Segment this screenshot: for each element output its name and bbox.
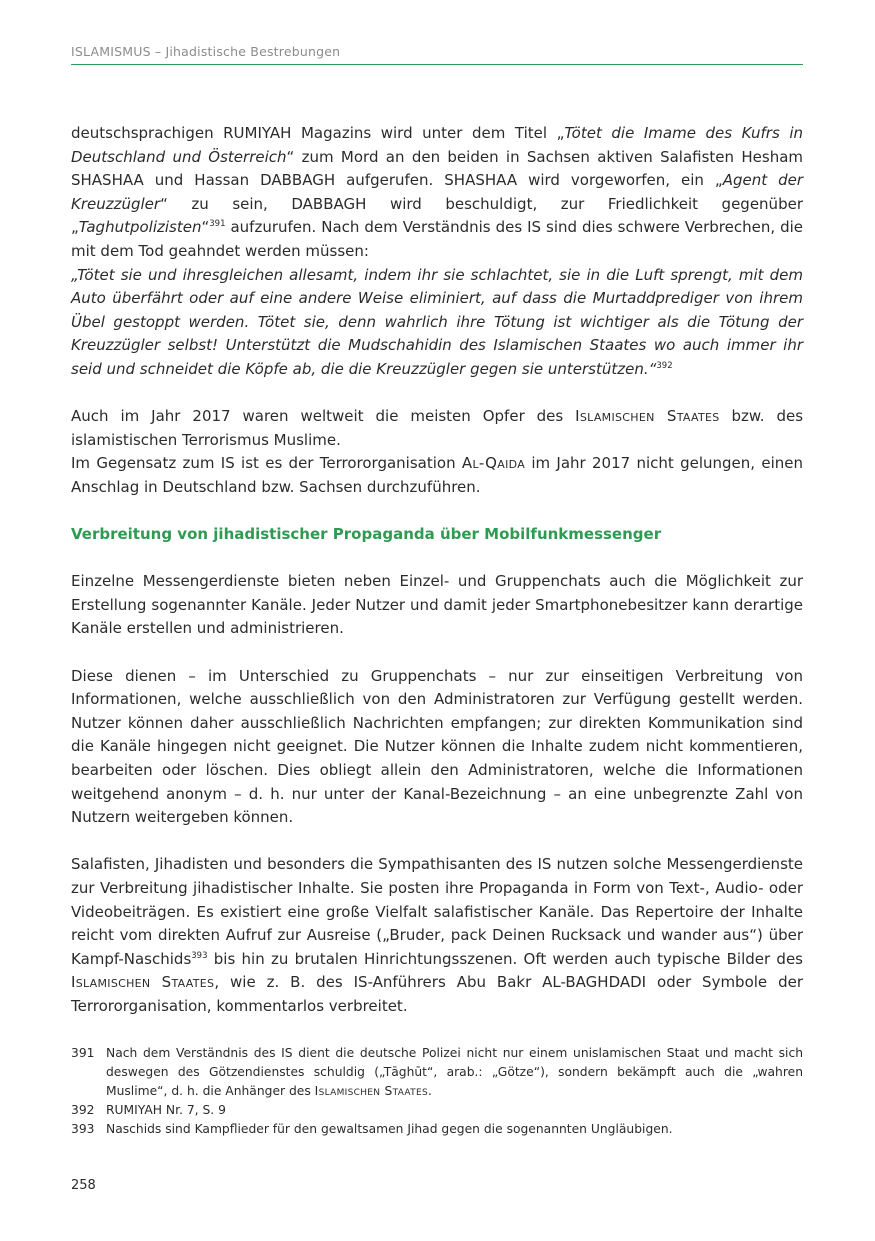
text-run: Nach dem Verständnis des IS dient die deutsche Polizei nicht nur einem unislamischen Staat und macht sich deswegen des Götzendienstes schuldig („Tāghūt“, arab.: „Götze“), sondern bekämpft auch die „wahren Muslime“, d. h. die Anhänger des <box>106 1046 803 1098</box>
paragraph-channels: Einzelne Messengerdienste bieten neben Einzel- und Gruppenchats auch die Möglichkeit zur Erstellung sogenannter Kanäle. Jeder Nutzer und damit jeder Smartphonebesitzer kann derartige Kanäle erstellen und administrieren. <box>71 572 803 638</box>
footnote-number: 391 <box>71 1046 95 1060</box>
text-run: , wie z. B. des IS-Anführers Abu Bakr AL-BAGHDADI oder Symbole der Terrororganisation, kommentarlos verbreitet. <box>71 973 803 1015</box>
text-run: bzw. des islamistischen Terrorismus Muslime. <box>71 407 804 449</box>
text-run: deutschsprachigen RUMIYAH Magazins wird unter dem Titel „ <box>71 124 565 142</box>
running-head: ISLAMISMUS – Jihadistische Bestrebungen <box>71 44 341 59</box>
body-text <box>71 122 803 1019</box>
text-run: Im Gegensatz zum IS ist es der Terrororganisation <box>71 454 462 473</box>
footnote-item <box>71 1120 803 1139</box>
footnote-ref: 391 <box>209 219 226 230</box>
text-run: Salafisten, Jihadisten und besonders die Sympathisanten des IS nutzen solche Messengerdienste zur Verbreitung jihadistischer Inhalte. Sie posten ihre Propaganda in Form von Text-, Audio- oder Videobeiträgen. Es existiert eine große Vielfalt salafistischer Kanäle. Das Repertoire der Inhalte reicht vom direkten Aufruf zur Ausreise („Bruder, pack Deinen Rucksack und wander aus“) über Kampf-Naschids <box>71 855 803 968</box>
text-run: . <box>427 1084 432 1098</box>
small-caps-term: Islamischen Staates <box>314 1084 428 1098</box>
small-caps-term: Islamischen Staates <box>575 407 720 426</box>
quote-text: „Tötet sie und ihresgleichen allesamt, indem ihr sie schlachtet, sie in die Luft sprengt, mit dem Auto überfährt oder auf eine andere Weise eliminiert, auf dass die Murtaddprediger von ihrem Übel gestoppt werden. Tötet sie, denn wahrlich ihre Tötung ist wichtiger als die Tötung der Kreuzzügler selbst! Unterstützt die Mudschahidin des Islamischen Staates wo auch immer ihr seid und schneidet die Köpfe ab, die die Kreuzzügler gegen sie unterstützen.“ <box>71 265 803 378</box>
small-caps-term: Islamischen Staates <box>71 973 215 992</box>
footnote-item <box>71 1101 803 1120</box>
paragraph-rumiyah <box>71 122 803 264</box>
footnote-item <box>71 1044 803 1101</box>
paragraph-victims <box>71 405 803 452</box>
text-run: “ zu sein, DABBAGH wird beschuldigt, zur Friedlichkeit gegenüber „ <box>71 194 803 237</box>
text-run: Auch im Jahr 2017 waren weltweit die meisten Opfer des <box>71 407 576 426</box>
paragraph-administrators: Diese dienen – im Unterschied zu Gruppenchats – nur zur einseitigen Verbreitung von Informationen, welche ausschließlich von den Administratoren zur Verfügung gestellt werden. Nutzer können daher ausschließlich Nachrichten empfangen; zur direkten Kommunikation sind die Kanäle hingegen nicht geeignet. Die Nutzer können die Inhalte zudem nicht kommentieren, bearbeiten oder löschen. Dies obliegt allein den Administratoren, welche die Informationen weitgehend anonym – d. h. nur unter der Kanal-Bezeichnung – an eine unbegrenzte Zahl von Nutzern weitergeben können. <box>71 666 803 827</box>
footnote-text <box>106 1044 803 1101</box>
block-quote <box>71 264 803 382</box>
footnotes <box>71 1044 803 1139</box>
paragraph-alqaida <box>71 452 803 499</box>
page-number: 258 <box>71 1178 96 1193</box>
text-run: “ zum Mord an den beiden in Sachsen aktiven Salafisten Hesham SHASHAA und Hassan DABBAGH aufgerufen. SHASHAA wird vorgeworfen, ein „ <box>71 147 804 190</box>
text-run: im Jahr 2017 nicht gelungen, einen Anschlag in Deutschland bzw. Sachsen durchzuführen. <box>71 454 803 496</box>
footnote-ref: 392 <box>656 360 673 371</box>
paragraph-propaganda <box>71 853 803 1018</box>
text-run: aufzurufen. Nach dem Verständnis des IS sind dies schwere Verbrechen, die mit dem Tod geahndet werden müssen: <box>71 218 803 260</box>
footnote-text: RUMIYAH Nr. 7, S. 9 <box>106 1103 226 1117</box>
text-run: bis hin zu brutalen Hinrichtungsszenen. Oft werden auch typische Bilder des <box>207 949 803 968</box>
small-caps-term: Al-Qaida <box>461 454 526 473</box>
footnote-number: 392 <box>71 1103 95 1117</box>
footnote-text: Naschids sind Kampflieder für den gewaltsamen Jihad gegen die sogenannten Ungläubigen. <box>106 1122 673 1136</box>
header-rule <box>71 64 803 65</box>
italic-title: Tötet die Imame des Kufrs in Deutschland und Österreich <box>71 124 803 166</box>
footnote-ref: 393 <box>191 950 208 961</box>
italic-phrase: Agent der Kreuzzügler <box>71 171 803 213</box>
italic-phrase: Taghutpolizisten <box>78 218 202 237</box>
footnote-number: 393 <box>71 1122 95 1136</box>
section-heading: Verbreitung von jihadistischer Propaganda über Mobilfunkmessenger <box>71 525 662 544</box>
text-run: “ <box>201 218 210 237</box>
